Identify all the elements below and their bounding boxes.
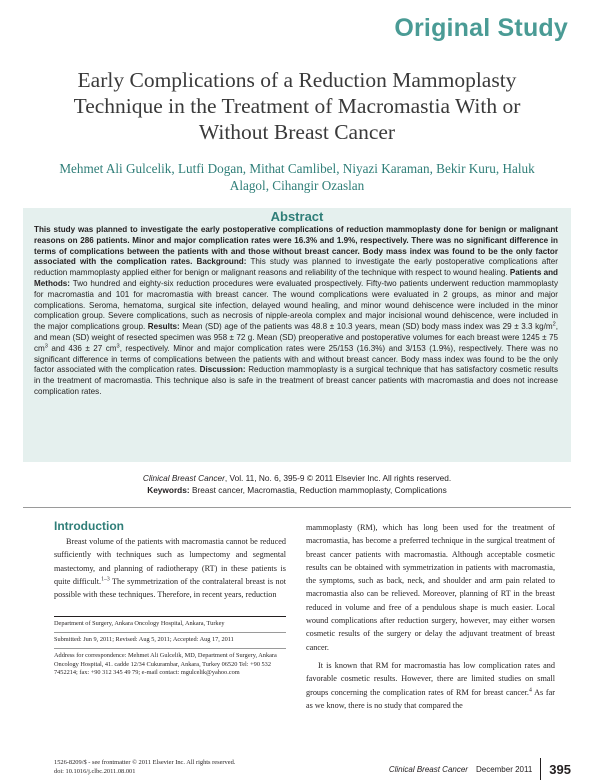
footer-journal: Clinical Breast Cancer	[388, 764, 468, 774]
footer-date: December 2011	[475, 764, 533, 774]
footer-right	[389, 758, 571, 780]
footnote-rule	[54, 616, 286, 617]
right-paragraph-1: mammoplasty (RM), which has long been used for the treatment of macromastia, has become a preferred technique in the surgical treatment of breast cancer patients with macromastia. Although acceptable cosmetic results can be obtained with symmetrization in patients with macromastia, the symptoms, such as back, neck, and shoulder and arm pain related to macromastia also can be relieved. Moreover, planning of RT in the breast reduced in volume and free of a pendulous shape is much easier. Local wound complications after reduction surgery, however, may either worsen cosmetic results of the surgery or delay the adjuvant treatment of breast cancer.	[306, 523, 555, 652]
discussion-text: Reduction mammoplasty is a surgical technique that has satisfactory cosmetic results in the treatment of macromastia. This technique also is safe in the treatment of breast cancer patients with macromastia and does not increase complication rates.	[34, 365, 558, 396]
abstract-heading: Abstract	[270, 209, 324, 224]
results-label: Results:	[147, 322, 180, 332]
keywords-text: Breast cancer, Macromastia, Reduction mammoplasty, Complications	[191, 485, 447, 495]
footer-left	[54, 758, 235, 776]
methods-text: Two hundred and eighty-six reduction procedures were evaluated prospectively. Fifty-two patients underwent reduction mammoplasty for macromastia and 101 for macromastia with breast cancer. The wound complications were evaluated in 2 groups, as minor and major complications. Seroma, hematoma, surgical site infection, delayed wound healing, and minor wound dehiscence were included in the minor complication group. Severe complications, such as necrosis of nipple-areola complex and major incisional wound dehiscence, were included in the major complications group.	[34, 278, 558, 332]
author-list: Mehmet Ali Gulcelik, Lutfi Dogan, Mithat Camlibel, Niyazi Karaman, Bekir Kuru, Haluk Alagol, Cihangir Ozaslan	[59, 161, 535, 193]
section-label: Original Study	[394, 14, 568, 42]
discussion-label: Discussion:	[199, 365, 246, 375]
footnote-rule	[54, 648, 286, 649]
correspondence-note: Address for correspondence: Mehmet Ali Gulcelik, MD, Department of Surgery, Ankara Oncology Hospital, 41. cadde 12/34 Cukurambar, Ankara, Turkey 06520 Tel: +90 532 7452214; fax: +90 312 345 49 79; e-mail contact: mgulcelik@yahoo.com	[54, 652, 277, 677]
right-paragraph-2: It is known that RM for macromastia has low complication rates and favorable cosmetic results. However, there are limited studies on small groups concerning the complication rates of RM for breast cancer.$^4$ As far as we know, there is no study that compared the	[306, 660, 555, 710]
footnote-rule	[54, 632, 286, 633]
abstract-body	[34, 225, 558, 398]
keywords-line	[0, 485, 594, 496]
background-label: Background:	[196, 257, 247, 267]
introduction-heading: Introduction	[54, 519, 124, 533]
abstract-summary: This study was planned to investigate the early postoperative complications of reduction mammoplasty done for benign or malignant reasons on 286 patients. Minor and major complication rates were 16.3% and 1.9%, respectively. There was no significant difference in terms of complications between the patients with and those without breast cancer. Body mass index was found to be the only factor associated with the complication rates.	[34, 225, 558, 267]
footer-doi: doi: 10.1016/j.clbc.2011.08.001	[54, 768, 136, 775]
article-title: Early Complications of a Reduction Mammoplasty Technique in the Treatment of Macromastia With or Without Breast Cancer	[73, 68, 521, 144]
methods-label: Patients and Methods:	[34, 268, 558, 288]
background-text: This study was planned to investigate the early postoperative complications after reduction mammoplasty applied either for benign or malignant reasons and reliability of the technique with respect to wound healing.	[34, 257, 559, 278]
citation-details: , Vol. 11, No. 6, 395-9 © 2011 Elsevier Inc. All rights reserved.	[224, 473, 452, 483]
citation-journal: Clinical Breast Cancer	[142, 473, 225, 483]
left-column-text: Breast volume of the patients with macromastia cannot be reduced sufficiently with techniques such as lumpectomy and segmental mastectomy, and planning of radiotherapy (RT) in these patients is quite difficult.$^{1-3}$ The symmetrization of the contralateral breast is not possible with these techniques. Therefore, in recent years, reduction	[54, 537, 286, 600]
results-text: Mean (SD) age of the patients was 48.8 ± 10.3 years, mean (SD) body mass index was 29 ± 3.3 $kg/m^2$, and mean (SD) weight of resected specimen was 958 ± 72 g. Mean (SD) preoperative and postoperative volumes for each breast were 1245 ± 75 $cm^3$ and 436 ± 27 $cm^3$, respectively. Minor and major complication rates were 25/153 (16.3%) and 3/153 (1.9%), respectively. There was no significant difference in terms of complications between the patients with and without breast cancer. Body mass index was found to be the only factor associated with the complication rates.	[34, 321, 559, 375]
footer-issn: 1526-8209/$ - see frontmatter © 2011 Elsevier Inc. All rights reserved.	[54, 759, 236, 766]
affiliation-note: Department of Surgery, Ankara Oncology Hospital, Ankara, Turkey	[54, 620, 225, 627]
right-column-text	[306, 521, 555, 712]
dates-note: Submitted: Jun 9, 2011; Revised: Aug 5, 2011; Accepted: Aug 17, 2011	[54, 636, 234, 643]
section-divider	[23, 507, 571, 508]
footer-separator	[540, 758, 541, 780]
page-number: 395	[549, 761, 571, 777]
citation-line	[0, 473, 594, 484]
keywords-label: Keywords:	[147, 485, 190, 495]
